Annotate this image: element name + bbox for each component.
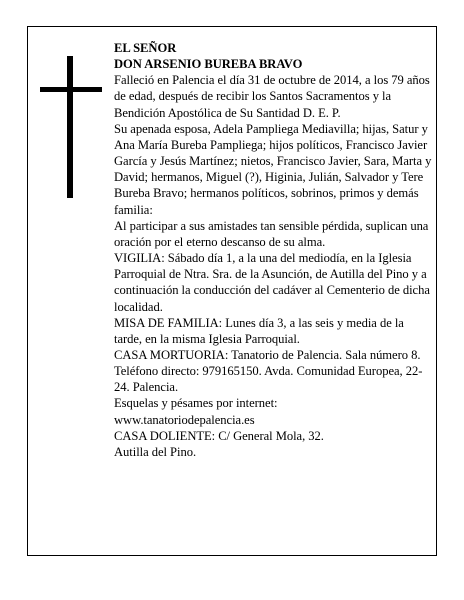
- internet-label: Esquelas y pésames por internet:: [114, 396, 278, 411]
- family-mass-paragraph: MISA DE FAMILIA: Lunes día 3, a las seis y media de la tarde, en la misma Iglesia Parroquial.: [114, 315, 404, 346]
- website-link[interactable]: www.tanatoriodepalencia.es: [114, 412, 255, 427]
- obituary-notice: [27, 26, 437, 556]
- cross-icon: [40, 56, 102, 198]
- mourning-house-paragraph: CASA DOLIENTE: C/ General Mola, 32.: [114, 428, 324, 443]
- deceased-name: DON ARSENIO BUREBA BRAVO: [114, 57, 303, 72]
- death-info-paragraph: Falleció en Palencia el día 31 de octubre de 2014, a los 79 años de edad, después de recibir los Santos Sacramentos y la Bendición Apostólica de Su Santidad D. E. P.: [114, 73, 430, 120]
- heading-title: EL SEÑOR: [114, 41, 177, 55]
- cross-horizontal-bar: [40, 87, 102, 92]
- family-paragraph: Su apenada esposa, Adela Pampliega Mediavilla; hijas, Satur y Ana María Bureba Pampliega; hijos políticos, Francisco Javier García y Jesús Martínez; nietos, Francisco Javier, Sara, Marta y David; hermanos, Miguel (?), Higinia, Julián, Salvador y Tere Bureba Bravo; hermanos políticos, sobrinos, primos y demás familia:: [114, 121, 432, 217]
- obituary-text: [114, 40, 432, 460]
- vigil-paragraph: VIGILIA: Sábado día 1, a la una del mediodía, en la Iglesia Parroquial de Ntra. Sra. de la Asunción, de Autilla del Pino y a continuación la conducción del cadáver al Cementerio de dicha localidad.: [114, 251, 430, 314]
- mourning-town: Autilla del Pino.: [114, 444, 197, 459]
- funeral-home-paragraph: CASA MORTUORIA: Tanatorio de Palencia. Sala número 8. Teléfono directo: 979165150. Avda. Comunidad Europea, 22-24. Palencia.: [114, 347, 423, 395]
- prayer-request-paragraph: Al participar a sus amistades tan sensible pérdida, suplican una oración por el eterno descanso de su alma.: [114, 218, 429, 249]
- cross-vertical-bar: [67, 56, 73, 198]
